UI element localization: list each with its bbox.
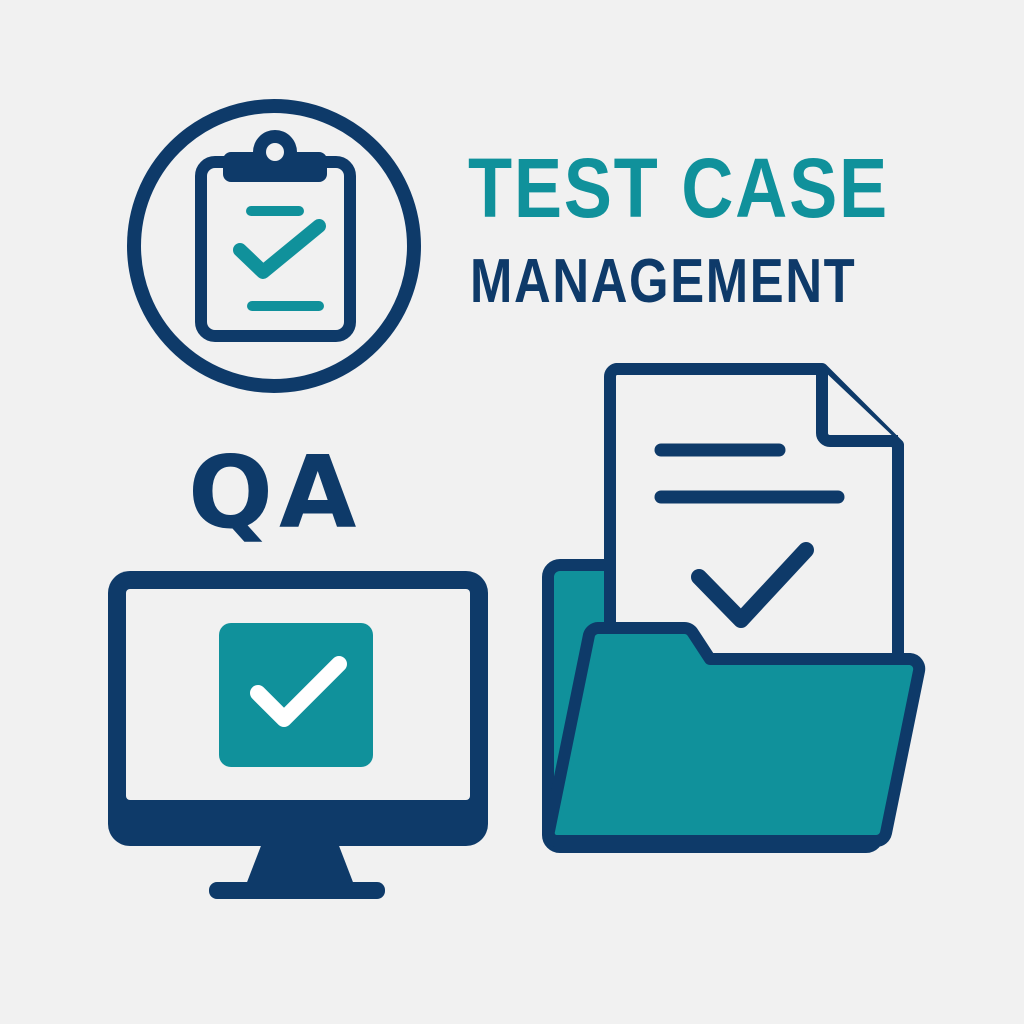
folder-front: [549, 628, 919, 841]
monitor-check-box: [219, 623, 373, 767]
title-management: MANAGEMENT: [470, 247, 857, 316]
qa-label: QA: [188, 434, 363, 551]
clipboard-clip-hole: [266, 143, 284, 161]
monitor-stand-base: [209, 882, 385, 899]
title-test-case: TEST CASE: [468, 141, 889, 235]
